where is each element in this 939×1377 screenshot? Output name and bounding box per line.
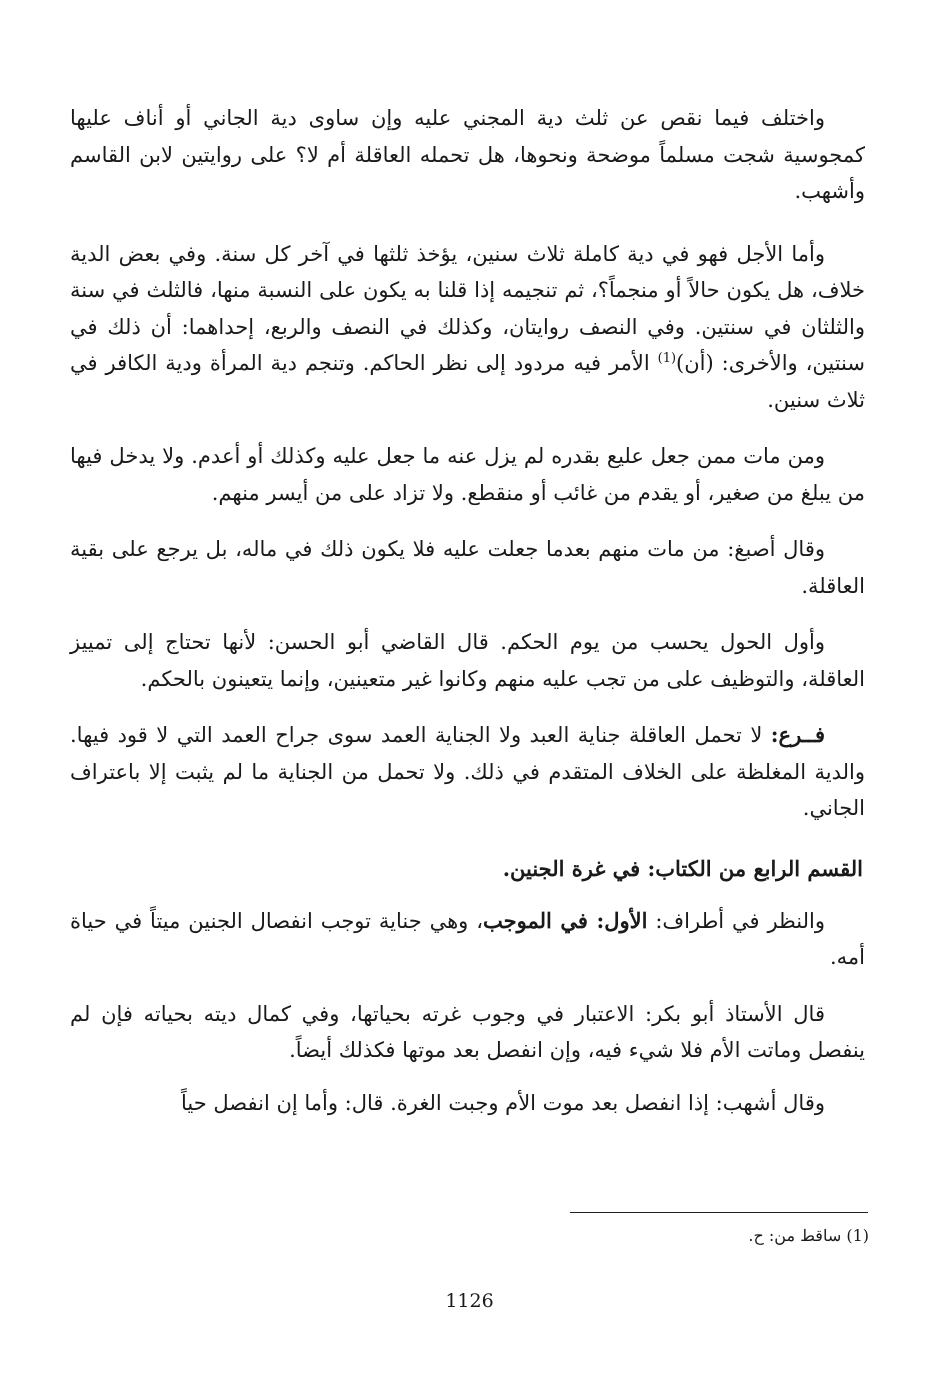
footnote-number: (1) (846, 1226, 869, 1245)
footnote-reference[interactable]: (1) (657, 351, 677, 366)
nazar-part1: والنظر في أطراف: (647, 908, 825, 933)
paragraph-ajal-text: وأما الأجل فهو في دية كاملة ثلاث سنين، يؤخذ ثلثها في آخر كل سنة. وفي بعض الدية خلاف، هل يكون حالاً أو منجماً؟، ثم تنجيمه إذا قلنا به يكون على النسبة منها، فالثلث في سنة والثلثان في سنتين. وفي النصف روايتان، وكذلك في النصف والربع، إحداهما: أن ذلك في سنتين، والأخرى: (أن) (70, 241, 865, 375)
paragraph-ajal-rest: الأمر فيه مردود إلى نظر الحاكم. وتنجم دية المرأة ودية الكافر في ثلاث سنين. (70, 351, 865, 412)
nazar-rest: ، وهي جناية توجب انفصال الجنين ميتاً في حياة أمه. (70, 908, 865, 969)
nazar-mujib: في الموجب (483, 907, 588, 933)
page-number: 1126 (445, 1290, 494, 1312)
section-heading-part2: في غرة الجنين. (502, 855, 641, 881)
paragraph-ustadh: قال الأستاذ أبو بكر: الاعتبار في وجوب غرته بحياتها، وفي كمال ديته بحياته فإن لم ينفصل وماتت الأم فلا شيء فيه، وإن انفصل بعد موتها فكذلك أيضاً. (70, 1001, 865, 1062)
paragraph-nazar (70, 903, 865, 976)
footnote-divider (570, 1212, 868, 1213)
paragraph-man-mat: ومن مات ممن جعل عليع بقدره لم يزل عنه ما جعل عليه وكذلك أو أعدم. ولا يدخل فيها من يبلغ من صغير، أو يقدم من غائب أو منقطع. ولا تزاد على من أيسر منهم. (70, 444, 865, 505)
section-heading-part1: القسم الرابع من الكتاب: (640, 855, 863, 881)
paragraph-ikhtilaf: واختلف فيما نقص عن ثلث دية المجني عليه وإن ساوى دية الجاني أو أناف عليها كمجوسية شجت مسلماً موضحة ونحوها، هل تحمله العاقلة أم لا؟ على روايتين لابن القاسم وأشهب. (70, 106, 865, 203)
paragraph-ashhab: وقال أشهب: إذا انفصل بعد موت الأم وجبت الغرة. قال: وأما إن انفصل حياً (180, 1090, 825, 1115)
page-body (70, 100, 865, 1121)
paragraph-far (70, 717, 865, 827)
nazar-first-label: الأول: (587, 907, 648, 933)
far-label: فــرع: (770, 722, 825, 747)
footnote-text: ساقط من: ح. (748, 1226, 842, 1245)
far-text: لا تحمل العاقلة جناية العبد ولا الجناية العمد سوى جراح العمد التي لا قود فيها. والدية المغلظة على الخلاف المتقدم في ذلك. ولا تحمل من الجناية ما لم يثبت إلا باعتراف الجاني. (70, 723, 865, 820)
paragraph-ajal (70, 236, 865, 419)
paragraph-asbagh: وقال أصبغ: من مات منهم بعدما جعلت عليه فلا يكون ذلك في ماله، بل يرجع على بقية العاقلة. (70, 537, 865, 598)
paragraph-hawl: وأول الحول يحسب من يوم الحكم. قال القاضي أبو الحسن: لأنها تحتاج إلى تمييز العاقلة، والتوظيف على من تجب عليه منهم وكانوا غير متعينين، وإنما يتعينون بالحكم. (70, 630, 865, 691)
footnote (748, 1224, 869, 1248)
section-heading (70, 851, 865, 887)
